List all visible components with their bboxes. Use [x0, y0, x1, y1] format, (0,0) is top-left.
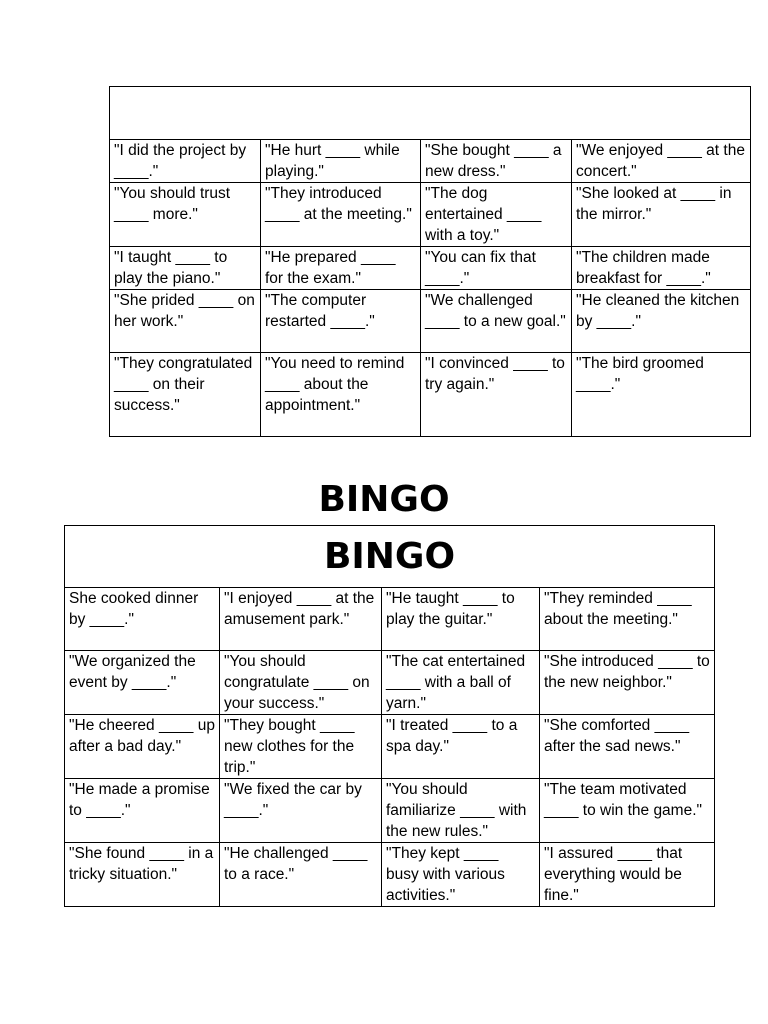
bingo-cell: "He challenged ____ to a race." — [220, 843, 382, 907]
bingo-cell: "They introduced ____ at the meeting." — [261, 183, 421, 247]
bingo-cell: "You should congratulate ____ on your success." — [220, 651, 382, 715]
card-row — [65, 779, 715, 843]
card-row — [65, 651, 715, 715]
bingo-cell: "He taught ____ to play the guitar." — [382, 588, 540, 651]
bingo-cell: "They reminded ____ about the meeting." — [540, 588, 715, 651]
card-row — [110, 353, 751, 437]
bingo-cell: "They congratulated ____ on their success." — [110, 353, 261, 437]
bingo-cell: "I treated ____ to a spa day." — [382, 715, 540, 779]
card-row — [65, 843, 715, 907]
bingo-cell: "You should trust ____ more." — [110, 183, 261, 247]
bingo-cell: "I taught ____ to play the piano." — [110, 247, 261, 290]
card-header-row — [65, 526, 715, 588]
bingo-cell: "You should familiarize ____ with the new rules." — [382, 779, 540, 843]
card-header — [65, 526, 715, 588]
bingo-cell: "You can fix that ____." — [421, 247, 572, 290]
bingo-cell: "She bought ____ a new dress." — [421, 140, 572, 183]
bingo-cell: "She introduced ____ to the new neighbor." — [540, 651, 715, 715]
bingo-cell: "She looked at ____ in the mirror." — [572, 183, 751, 247]
card-row — [110, 247, 751, 290]
bingo-cell: "I did the project by ____." — [110, 140, 261, 183]
bingo-cell: "He cheered ____ up after a bad day." — [65, 715, 220, 779]
card-row — [65, 715, 715, 779]
bingo-cell: "The dog entertained ____ with a toy." — [421, 183, 572, 247]
bingo-cell: "I assured ____ that everything would be fine." — [540, 843, 715, 907]
bingo-cell: "You need to remind ____ about the appointment." — [261, 353, 421, 437]
bingo-cell: "I enjoyed ____ at the amusement park." — [220, 588, 382, 651]
bingo-cell: "We organized the event by ____." — [65, 651, 220, 715]
bingo-cell: "The children made breakfast for ____." — [572, 247, 751, 290]
card-title: BINGO — [323, 536, 456, 577]
bingo-cell: "The computer restarted ____." — [261, 290, 421, 353]
bingo-cell: "She comforted ____ after the sad news." — [540, 715, 715, 779]
card-row — [110, 290, 751, 353]
bingo-card-2 — [64, 525, 715, 907]
bingo-cell: "The cat entertained ____ with a ball of yarn." — [382, 651, 540, 715]
card-header-row — [110, 87, 751, 140]
bingo-cell: "We fixed the car by ____." — [220, 779, 382, 843]
bingo-cell: "I convinced ____ to try again." — [421, 353, 572, 437]
bingo-cell: "We enjoyed ____ at the concert." — [572, 140, 751, 183]
bingo-cell: "He cleaned the kitchen by ____." — [572, 290, 751, 353]
bingo-cell: She cooked dinner by ____." — [65, 588, 220, 651]
bingo-cell: "They bought ____ new clothes for the trip." — [220, 715, 382, 779]
bingo-cell: "They kept ____ busy with various activities." — [382, 843, 540, 907]
bingo-cell: "He hurt ____ while playing." — [261, 140, 421, 183]
card-row — [110, 140, 751, 183]
bingo-cell: "He made a promise to ____." — [65, 779, 220, 843]
bingo-cell: "We challenged ____ to a new goal." — [421, 290, 572, 353]
bingo-cell: "The bird groomed ____." — [572, 353, 751, 437]
card-row — [65, 588, 715, 651]
card-row — [110, 183, 751, 247]
bingo-cell: "He prepared ____ for the exam." — [261, 247, 421, 290]
bingo-cell: "The team motivated ____ to win the game." — [540, 779, 715, 843]
bingo-cell: "She found ____ in a tricky situation." — [65, 843, 220, 907]
bingo-title: BINGO — [318, 479, 450, 520]
card-header — [110, 87, 751, 140]
bingo-card-1 — [109, 86, 751, 437]
bingo-cell: "She prided ____ on her work." — [110, 290, 261, 353]
